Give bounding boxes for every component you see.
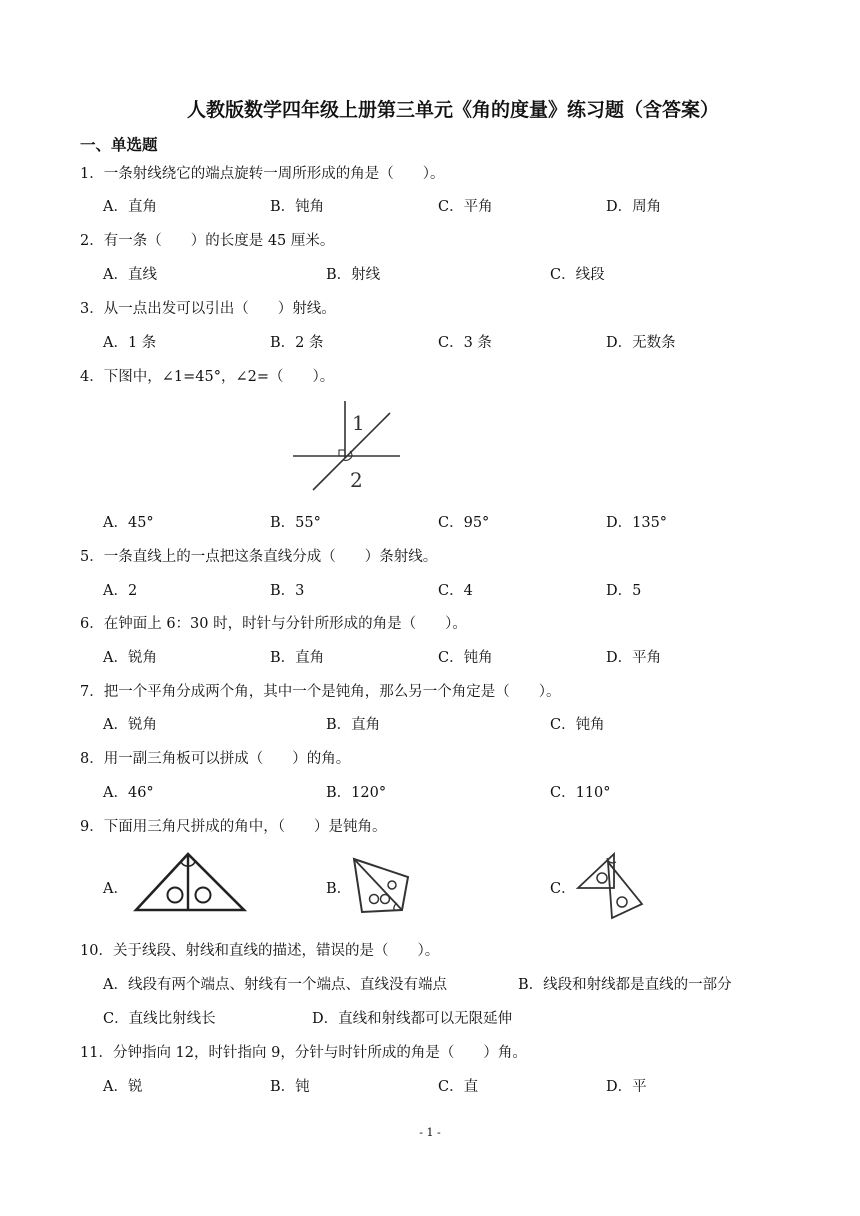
question-4-option-d: D．135° xyxy=(606,515,668,531)
question-3-option-d: D．无数条 xyxy=(606,335,676,351)
question-6-option-d: D．平角 xyxy=(606,650,662,666)
question-6-option-c: C．钝角 xyxy=(438,650,493,666)
section-heading: 一、单选题 xyxy=(80,136,158,154)
question-4-stem: 4．下图中，∠1=45°，∠2=（ ）。 xyxy=(80,369,335,385)
question-10-option-c: C．直线比射线长 xyxy=(103,1011,216,1027)
question-2-option-c: C．线段 xyxy=(550,267,605,283)
question-9-option-a: A． xyxy=(103,881,128,897)
question-7-option-a: A．锐角 xyxy=(103,717,157,733)
question-5-option-a: A．2 xyxy=(103,583,138,599)
question-4-option-a: A．45° xyxy=(103,515,154,531)
question-7-stem: 7．把一个平角分成两个角，其中一个是钝角，那么另一个角定是（ ）。 xyxy=(80,684,561,700)
question-3-option-c: C．3 条 xyxy=(438,335,492,351)
question-8-option-a: A．46° xyxy=(103,785,154,801)
question-5-option-c: C．4 xyxy=(438,583,473,599)
question-6-stem: 6．在钟面上 6：30 时，时针与分针所形成的角是（ ）。 xyxy=(80,616,467,632)
question-8-option-c: C．110° xyxy=(550,785,611,801)
question-11-option-c: C．直 xyxy=(438,1079,479,1095)
question-3-option-a: A．1 条 xyxy=(103,335,157,351)
question-5-option-b: B．3 xyxy=(270,583,305,599)
question-8-option-b: B．120° xyxy=(326,785,387,801)
angle-figure xyxy=(290,398,405,494)
question-4-option-b: B．55° xyxy=(270,515,321,531)
question-11-stem: 11．分钟指向 12，时针指向 9，分针与时针所成的角是（ ）角。 xyxy=(80,1045,527,1061)
question-8-stem: 8．用一副三角板可以拼成（ ）的角。 xyxy=(80,751,351,767)
question-1-option-d: D．周角 xyxy=(606,199,662,215)
question-10-option-b: B．线段和射线都是直线的一部分 xyxy=(518,977,732,993)
question-11-option-d: D．平 xyxy=(606,1079,647,1095)
triangle-rulers-figure-a xyxy=(133,850,248,914)
question-6-option-b: B．直角 xyxy=(270,650,325,666)
question-2-option-b: B．射线 xyxy=(326,267,381,283)
triangle-rulers-figure-c xyxy=(574,850,646,922)
question-1-option-c: C．平角 xyxy=(438,199,493,215)
question-9-option-b: B． xyxy=(326,881,352,897)
question-10-option-a: A．线段有两个端点、射线有一个端点、直线没有端点 xyxy=(103,977,447,993)
question-1-option-b: B．钝角 xyxy=(270,199,325,215)
question-10-option-d: D．直线和射线都可以无限延伸 xyxy=(312,1011,513,1027)
question-3-option-b: B．2 条 xyxy=(270,335,324,351)
question-5-option-d: D．5 xyxy=(606,583,642,599)
question-1-option-a: A．直角 xyxy=(103,199,157,215)
document-title: 人教版数学四年级上册第三单元《角的度量》练习题（含答案） xyxy=(187,99,720,121)
question-11-option-b: B．钝 xyxy=(270,1079,310,1095)
question-3-stem: 3．从一点出发可以引出（ ）射线。 xyxy=(80,301,336,317)
angle-label-2: 2 xyxy=(350,468,363,492)
question-7-option-c: C．钝角 xyxy=(550,717,605,733)
page-number: - 1 - xyxy=(419,1126,441,1139)
question-11-option-a: A．锐 xyxy=(103,1079,143,1095)
question-10-stem: 10．关于线段、射线和直线的描述，错误的是（ ）。 xyxy=(80,943,440,959)
question-4-option-c: C．95° xyxy=(438,515,490,531)
question-6-option-a: A．锐角 xyxy=(103,650,157,666)
question-2-option-a: A．直线 xyxy=(103,267,157,283)
angle-label-1: 1 xyxy=(352,411,365,435)
question-5-stem: 5．一条直线上的一点把这条直线分成（ ）条射线。 xyxy=(80,549,438,565)
question-9-stem: 9．下面用三角尺拼成的角中，（ ）是钝角。 xyxy=(80,819,387,835)
question-9-option-c: C． xyxy=(550,881,576,897)
question-7-option-b: B．直角 xyxy=(326,717,381,733)
question-2-stem: 2．有一条（ ）的长度是 45 厘米。 xyxy=(80,233,335,249)
triangle-rulers-figure-b xyxy=(350,855,412,915)
question-1-stem: 1．一条射线绕它的端点旋转一周所形成的角是（ ）。 xyxy=(80,166,445,182)
